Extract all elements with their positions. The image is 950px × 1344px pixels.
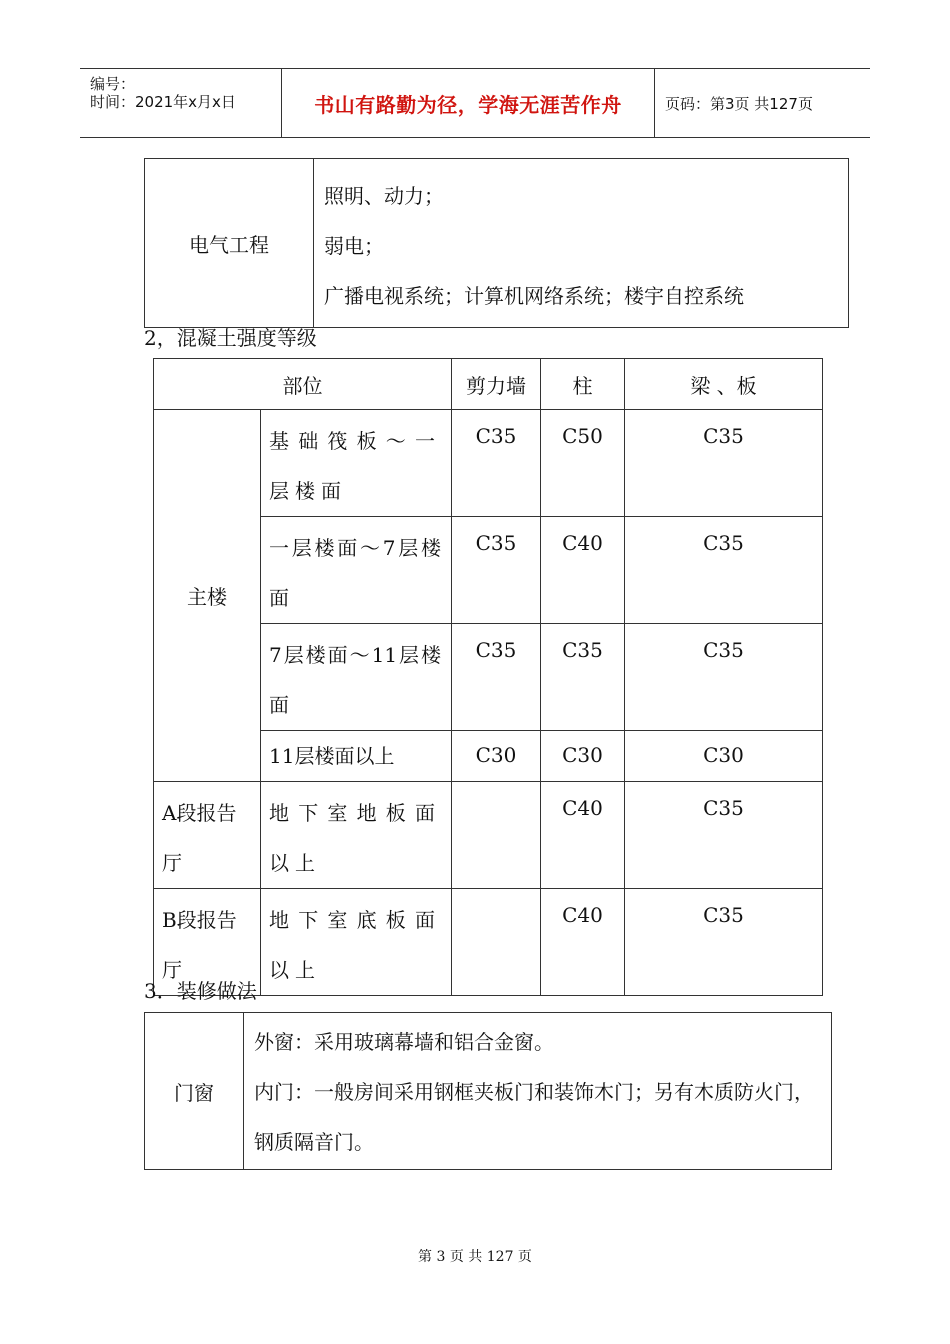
floor-range: 11层楼面以上 <box>261 731 452 782</box>
floor-range: 7层楼面～11层楼面 <box>261 624 452 731</box>
beam-slab-grade: C35 <box>625 782 823 889</box>
shear-wall-grade: C35 <box>452 624 541 731</box>
beam-slab-grade: C35 <box>625 517 823 624</box>
page-footer: 第 3 页 共 127 页 <box>418 1249 532 1265</box>
decoration-table <box>144 1012 832 1170</box>
header-page-cell <box>655 69 870 137</box>
section-2-title: 2，混凝土强度等级 <box>144 326 317 350</box>
beam-slab-grade: C35 <box>625 624 823 731</box>
header-beam-slab: 梁 、板 <box>625 359 823 410</box>
list-item: 内门：一般房间采用钢框夹板门和装饰木门；另有木质防火门，钢质隔音门。 <box>254 1080 814 1154</box>
list-item: 弱电； <box>324 234 384 258</box>
table-row <box>154 410 823 517</box>
shear-wall-grade: C30 <box>452 731 541 782</box>
header-page-info: 页码：第3页 共127页 <box>665 94 813 113</box>
column-grade: C30 <box>541 731 625 782</box>
table-row <box>145 1013 832 1170</box>
floor-range: 一层楼面～7层楼面 <box>261 517 452 624</box>
category-label: A段报告厅 <box>154 782 261 889</box>
shear-wall-grade: C35 <box>452 410 541 517</box>
floor-range: 地下室地板面以上 <box>261 782 452 889</box>
beam-slab-grade: C35 <box>625 410 823 517</box>
column-grade: C50 <box>541 410 625 517</box>
header-motto-cell <box>282 69 655 137</box>
shear-wall-grade <box>452 782 541 889</box>
decoration-items <box>244 1013 832 1170</box>
document-time-label: 时间：2021年x月x日 <box>90 93 236 111</box>
header-shear-wall: 剪力墙 <box>452 359 541 410</box>
main-building-label: 主楼 <box>154 410 261 782</box>
column-grade: C40 <box>541 517 625 624</box>
beam-slab-grade: C30 <box>625 731 823 782</box>
column-grade: C40 <box>541 889 625 996</box>
doors-windows-label: 门窗 <box>145 1013 244 1170</box>
table-row <box>154 782 823 889</box>
electrical-label: 电气工程 <box>145 159 314 328</box>
section-3-title: 3．装修做法 <box>144 979 257 1003</box>
header-part: 部位 <box>154 359 452 410</box>
column-grade: C35 <box>541 624 625 731</box>
table-row <box>145 159 849 328</box>
list-item: 广播电视系统；计算机网络系统；楼宇自控系统 <box>324 284 744 308</box>
document-number-label: 编号： <box>90 75 136 93</box>
list-item: 外窗：采用玻璃幕墙和铝合金窗。 <box>254 1030 554 1054</box>
electrical-items <box>314 159 849 328</box>
page-header <box>80 68 870 138</box>
beam-slab-grade: C35 <box>625 889 823 996</box>
concrete-grade-table <box>153 358 823 996</box>
header-meta-cell <box>80 69 282 137</box>
list-item: 照明、动力； <box>324 184 444 208</box>
electrical-table <box>144 158 849 328</box>
category-label: B段报告厅 <box>154 889 261 996</box>
floor-range: 基础筏板～一层楼面 <box>261 410 452 517</box>
header-motto: 书山有路勤为径，学海无涯苦作舟 <box>314 92 622 117</box>
column-grade: C40 <box>541 782 625 889</box>
shear-wall-grade <box>452 889 541 996</box>
table-header-row <box>154 359 823 410</box>
shear-wall-grade: C35 <box>452 517 541 624</box>
floor-range: 地下室底板面以上 <box>261 889 452 996</box>
header-column: 柱 <box>541 359 625 410</box>
